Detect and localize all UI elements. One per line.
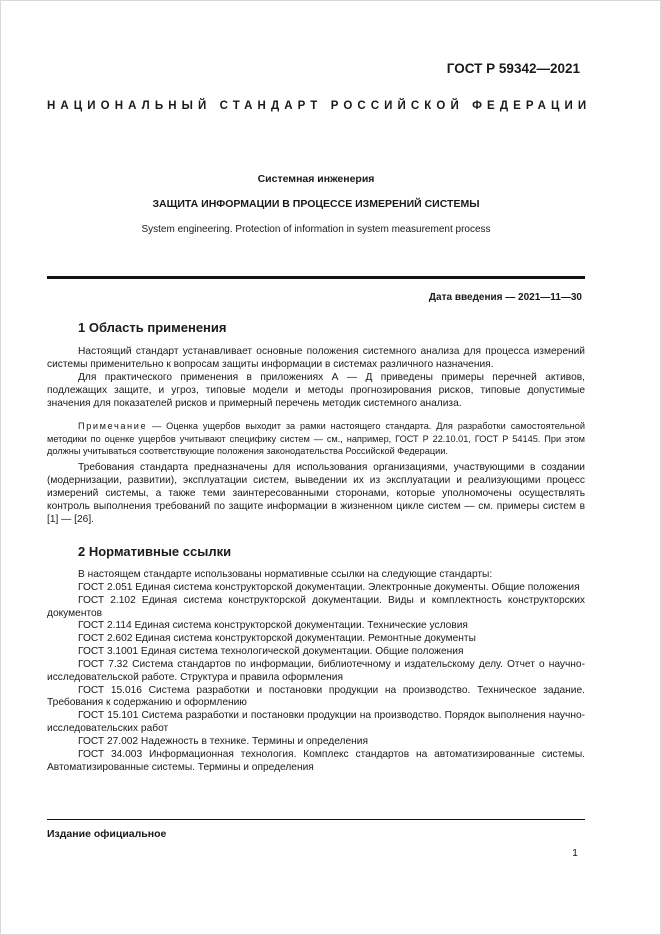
section-1-heading: 1 Область применения xyxy=(78,320,227,335)
footer-divider xyxy=(47,819,585,820)
reference-item: ГОСТ 15.101 Система разработки и постановки продукции на производство. Порядок выполнения научно-исследовательских работ xyxy=(47,710,585,735)
subject-title: Системная инженерия xyxy=(257,173,375,185)
reference-item: ГОСТ 7.32 Система стандартов по информации, библиотечному и издательскому делу. Отчет о научно-исследовательской работе. Структура и правила оформления xyxy=(47,658,585,683)
section-1-para-1: Настоящий стандарт устанавливает основные положения системного анализа для процесса измерений системы применительно к вопросам защиты информации в системах различного назначения. xyxy=(47,346,585,370)
reference-item: ГОСТ 2.051 Единая система конструкторской документации. Электронные документы. Общие положения xyxy=(78,581,580,593)
normative-references-list xyxy=(47,569,585,775)
reference-item: ГОСТ 15.016 Система разработки и постановки продукции на производство. Техническое задание. Требования к содержанию и оформлению xyxy=(47,684,585,709)
official-edition-label: Издание официальное xyxy=(47,828,167,840)
reference-item: ГОСТ 34.003 Информационная технология. Комплекс стандартов на автоматизированные системы. Автоматизированные системы. Термины и определения xyxy=(47,748,585,773)
section-2-heading: 2 Нормативные ссылки xyxy=(78,544,232,559)
title-divider xyxy=(47,276,585,279)
section-1-paragraphs xyxy=(47,346,585,411)
references-intro: В настоящем стандарте использованы нормативные ссылки на следующие стандарты: xyxy=(78,569,493,580)
note-text: — Оценка ущербов выходит за рамки настоящего стандарта. Для разработки самостоятельной методики по оценке ущербов учитывают специфику систем — см., например, ГОСТ Р 22.10.01, ГОСТ Р 54145. При этом должны учитываться соответствующие положения законодательства Российской Федерации. xyxy=(47,421,585,456)
section-1-note xyxy=(47,420,585,458)
reference-item: ГОСТ 27.002 Надежность в технике. Термины и определения xyxy=(78,735,368,747)
section-1-para-2: Для практического применения в приложениях А — Д приведены примеры перечней активов, подлежащих защите, и угроз, типовые модели и методы прогнозирования рисков, типовые допустимые значения для показателей рисков и примерный перечень методик системного анализа. xyxy=(47,371,585,409)
reference-item: ГОСТ 2.102 Единая система конструкторской документации. Виды и комплектность конструкторских документов xyxy=(47,594,585,619)
main-title-en: System engineering. Protection of information in system measurement process xyxy=(141,224,491,235)
section-1-requirements xyxy=(47,462,585,527)
note-label: Примечание xyxy=(78,421,148,431)
reference-item: ГОСТ 2.114 Единая система конструкторской документации. Технические условия xyxy=(78,620,468,632)
national-standard-banner: НАЦИОНАЛЬНЫЙ СТАНДАРТ РОССИЙСКОЙ ФЕДЕРАЦИИ xyxy=(47,100,592,112)
reference-item: ГОСТ 2.602 Единая система конструкторской документации. Ремонтные документы xyxy=(78,633,476,645)
page-number: 1 xyxy=(572,847,578,859)
reference-item: ГОСТ 3.1001 Единая система технологической документации. Общие положения xyxy=(78,646,464,658)
main-title-ru: ЗАЩИТА ИНФОРМАЦИИ В ПРОЦЕССЕ ИЗМЕРЕНИЙ СИСТЕМЫ xyxy=(152,198,480,210)
section-1-para-3: Требования стандарта предназначены для использования организациями, участвующими в создании (модернизации, развитии), эксплуатации систем, выведении их из эксплуатации и реализующими процесс измерений системы, а также теми заинтересованными сторонами, которые уполномочены осуществлять контроль выполнения требований по защите информации в жизненном цикле систем — см. примеры систем в [1] — [26]. xyxy=(47,462,585,525)
intro-date: Дата введения — 2021—11—30 xyxy=(428,292,582,303)
doc-number: ГОСТ Р 59342—2021 xyxy=(446,61,580,76)
